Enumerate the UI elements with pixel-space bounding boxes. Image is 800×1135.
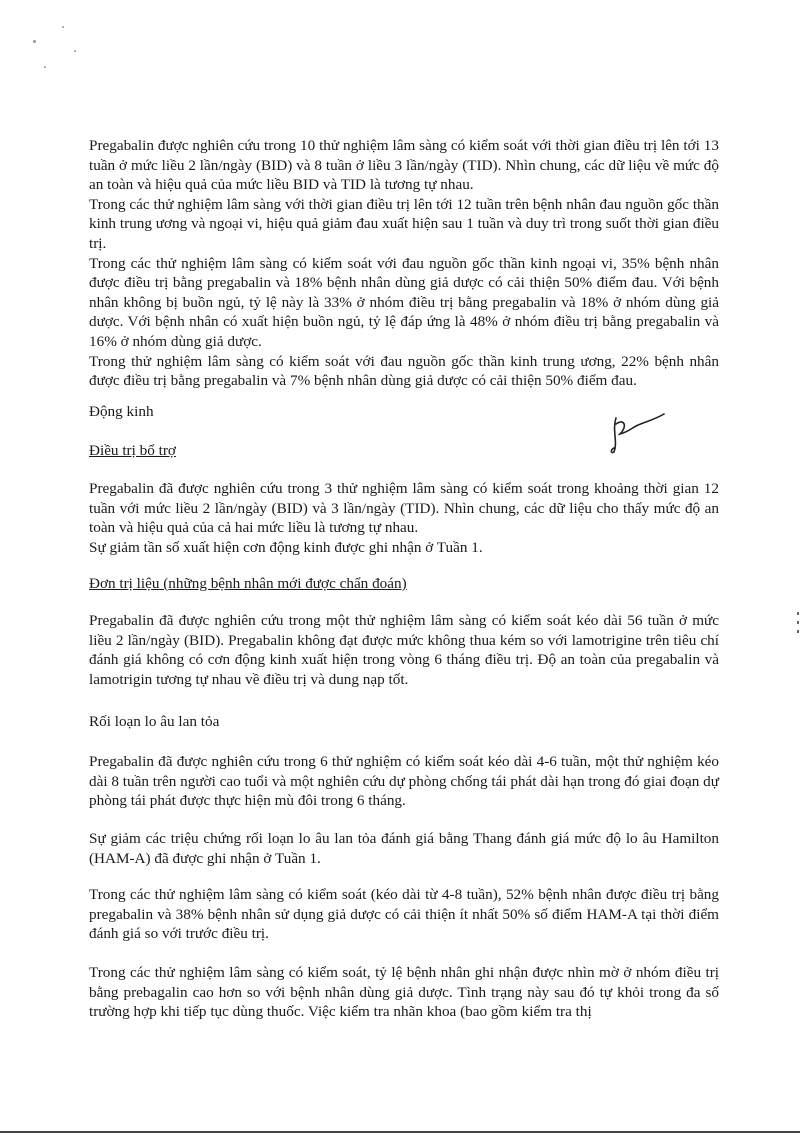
gad-studies-section <box>89 752 719 811</box>
epilepsy-monotherapy-section <box>89 611 719 689</box>
heading-adjunctive-therapy: Điều trị bổ trợ <box>89 442 176 459</box>
epilepsy-adjunctive-section <box>89 479 719 557</box>
scan-speck <box>33 40 36 43</box>
paragraph: Trong các thử nghiệm lâm sàng với thời gian điều trị lên tới 12 tuần trên bệnh nhân đau nguồn gốc thần kinh trung ương và ngoại vi, hiệu quả giảm đau xuất hiện sau 1 tuần và duy trì trong suốt thời gian điều trị. <box>89 195 719 252</box>
scan-speck <box>62 26 64 28</box>
paragraph: Sự giảm các triệu chứng rối loạn lo âu lan tỏa đánh giá bằng Thang đánh giá mức độ lo âu Hamilton (HAM-A) đã được ghi nhận ở Tuần 1. <box>89 830 719 867</box>
paragraph: Pregabalin đã được nghiên cứu trong 3 thử nghiệm lâm sàng có kiểm soát trong khoảng thời gian 12 tuần với mức liều 2 lần/ngày (BID) và 3 lần/ngày (TID). Nhìn chung, các dữ liệu cho thấy mức độ an toàn và hiệu quả của cả hai mức liều là tương tự nhau. <box>89 480 719 537</box>
paragraph: Trong thử nghiệm lâm sàng có kiểm soát với đau nguồn gốc thần kinh trung ương, 22% bệnh nhân được điều trị bằng pregabalin và 7% bệnh nhân dùng giả dược có cải thiện 50% điểm đau. <box>89 352 719 390</box>
gad-ham-a-section <box>89 829 719 868</box>
paragraph: Sự giảm tần số xuất hiện cơn động kinh được ghi nhận ở Tuần 1. <box>89 538 483 556</box>
heading-epilepsy: Động kinh <box>89 403 154 420</box>
scan-speck <box>44 66 46 68</box>
blurred-vision-section <box>89 963 719 1022</box>
paragraph: Pregabalin đã được nghiên cứu trong một thử nghiệm lâm sàng có kiểm soát kéo dài 56 tuần ở mức liều 2 lần/ngày (BID). Pregabalin không đạt được mức không thua kém so với lamotrigine trên tiêu chí đánh giá không có cơn động kinh xuất hiện trong vòng 6 tháng điều trị. Độ an toàn của pregabalin và lamotrigin tương tự nhau về điều trị và dung nạp tốt. <box>89 612 719 688</box>
paragraph: Pregabalin được nghiên cứu trong 10 thử nghiệm lâm sàng có kiểm soát với thời gian điều trị lên tới 13 tuần ở mức liều 2 lần/ngày (BID) và 8 tuần ở liều 3 lần/ngày (TID). Nhìn chung, các dữ liệu về mức độ an toàn và hiệu quả của mức liều BID và TID là tương tự nhau. <box>89 137 719 194</box>
gad-response-section <box>89 885 719 944</box>
heading-monotherapy: Đơn trị liệu (những bệnh nhân mới được chẩn đoán) <box>89 575 407 592</box>
heading-generalized-anxiety-disorder: Rối loạn lo âu lan tỏa <box>89 713 220 730</box>
paragraph: Trong các thử nghiệm lâm sàng có kiểm soát với đau nguồn gốc thần kinh ngoại vi, 35% bệnh nhân được điều trị bằng pregabalin và 18% bệnh nhân dùng giả dược có cải thiện 50% điểm đau. Với bệnh nhân không bị buồn ngủ, tỷ lệ này là 33% ở nhóm điều trị bằng pregabalin và 18% ở nhóm dùng giả dược. Với bệnh nhân có xuất hiện buồn ngủ, tỷ lệ đáp ứng là 48% ở nhóm điều trị bằng pregabalin và 16% ở nhóm dùng giả dược. <box>89 254 719 350</box>
paragraph: Trong các thử nghiệm lâm sàng có kiểm soát, tỷ lệ bệnh nhân ghi nhận được nhìn mờ ở nhóm điều trị bằng prebagalin cao hơn so với bệnh nhân dùng giả dược. Tình trạng này sau đó tự khỏi trong đa số trường hợp khi tiếp tục dùng thuốc. Việc kiểm tra nhãn khoa (bao gồm kiểm tra thị <box>89 964 719 1021</box>
scan-speck <box>74 50 76 52</box>
paragraph: Trong các thử nghiệm lâm sàng có kiểm soát (kéo dài từ 4-8 tuần), 52% bệnh nhân được điều trị bằng pregabalin và 38% bệnh nhân sử dụng giả dược có cải thiện ít nhất 50% số điểm HAM-A tại thời điểm đánh giá so với trước điều trị. <box>89 886 719 943</box>
page-bottom-border <box>0 1131 800 1133</box>
handwritten-signature <box>606 412 666 457</box>
paragraph: Pregabalin đã được nghiên cứu trong 6 thử nghiệm có kiểm soát kéo dài 4-6 tuần, một thử nghiệm kéo dài 8 tuần trên người cao tuổi và một nghiên cứu dự phòng chống tái phát dài hạn trong đó giai đoạn dự phòng tái phát được thực hiện mù đôi trong 6 tháng. <box>89 753 719 810</box>
efficacy-neuropathic-pain-section <box>89 136 719 391</box>
